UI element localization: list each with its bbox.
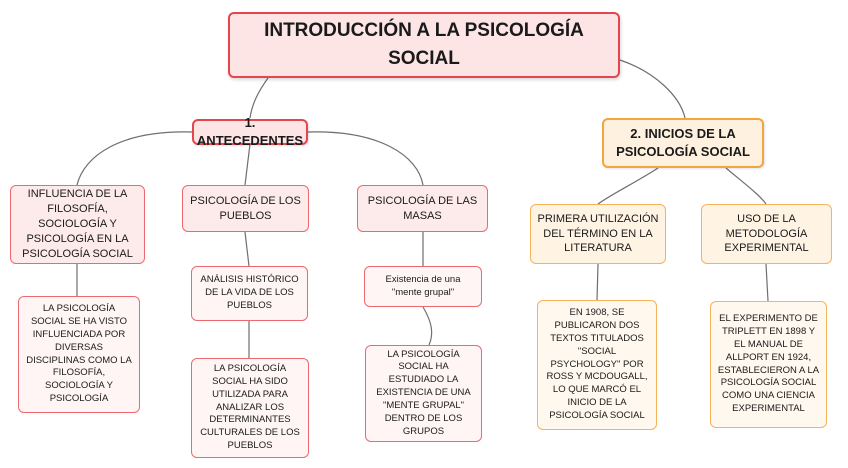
root-title: INTRODUCCIÓN A LA PSICOLOGÍA SOCIAL (264, 20, 584, 69)
link-root-antecedentes (250, 78, 268, 118)
termino-label: PRIMERA UTILIZACIÓN DEL TÉRMINO EN LA LITERATURA (537, 212, 659, 255)
masas-label: PSICOLOGÍA DE LAS MASAS (367, 194, 478, 222)
link-antecedentes-masas (308, 132, 423, 185)
masas-detail: LA PSICOLOGÍA SOCIAL HA ESTUDIADO LA EXISTENCIA DE UNA "MENTE GRUPAL" DENTRO DE LOS GRUPOS (376, 348, 471, 437)
influencia-node[interactable] (10, 185, 145, 264)
pueblos-sub-node[interactable] (191, 266, 308, 321)
link-pueblos-sub (245, 232, 249, 266)
masas-node[interactable] (357, 185, 488, 232)
link-antecedentes-pueblos (245, 144, 250, 185)
pueblos-node[interactable] (182, 185, 309, 232)
antecedentes-label: 1. ANTECEDENTES (196, 115, 304, 148)
link-inicios-metodologia (726, 168, 766, 204)
pueblos-detail-node[interactable] (191, 358, 309, 458)
root-title-box[interactable] (228, 12, 620, 78)
metodologia-detail: EL EXPERIMENTO DE TRIPLETT EN 1898 Y EL MANUAL DE ALLPORT EN 1924, ESTABLECIERON A LA PSICOLOGÍA SOCIAL COMO UNA CIENCIA EXPERIMENTAL (717, 313, 820, 414)
pueblos-detail: LA PSICOLOGÍA SOCIAL HA SIDO UTILIZADA PARA ANALIZAR LOS DETERMINANTES CULTURALES DE LOS PUEBLOS (200, 363, 300, 452)
link-antecedentes-influencia (77, 132, 192, 185)
inicios-node[interactable] (602, 118, 764, 168)
link-inicios-termino (598, 168, 658, 204)
influencia-label: INFLUENCIA DE LA FILOSOFÍA, SOCIOLOGÍA Y PSICOLOGÍA EN LA PSICOLOGÍA SOCIAL (22, 188, 133, 260)
masas-detail-node[interactable] (365, 345, 482, 442)
metodologia-node[interactable] (701, 204, 832, 264)
link-metodologia-detail (766, 264, 768, 301)
termino-node[interactable] (530, 204, 666, 264)
masas-sub-label: Existencia de una "mente grupal" (385, 273, 461, 298)
influencia-detail: LA PSICOLOGÍA SOCIAL SE HA VISTO INFLUENCIADA POR DIVERSAS DISCIPLINAS COMO LA FILOSOFÍA, SOCIOLOGÍA Y PSICOLOGÍA (26, 303, 132, 404)
antecedentes-node[interactable] (192, 115, 308, 148)
masas-sub-node[interactable] (364, 266, 482, 307)
termino-detail-node[interactable] (537, 300, 657, 430)
link-root-inicios (620, 60, 685, 118)
pueblos-label: PSICOLOGÍA DE LOS PUEBLOS (190, 194, 301, 222)
metodologia-detail-node[interactable] (710, 301, 827, 428)
termino-detail: EN 1908, SE PUBLICARON DOS TEXTOS TITULADOS "SOCIAL PSYCHOLOGY" POR ROSS Y MCDOUGALL, LO QUE MARCÓ EL INICIO DE LA PSICOLOGÍA SOCIAL (546, 307, 648, 421)
inicios-label: 2. INICIOS DE LA PSICOLOGÍA SOCIAL (616, 126, 750, 159)
link-masas-detail (423, 307, 432, 345)
influencia-detail-node[interactable] (18, 296, 140, 413)
link-termino-detail (597, 264, 598, 300)
metodologia-label: USO DE LA METODOLOGÍA EXPERIMENTAL (724, 212, 809, 255)
pueblos-sub-label: ANÁLISIS HISTÓRICO DE LA VIDA DE LOS PUEBLOS (200, 274, 299, 311)
